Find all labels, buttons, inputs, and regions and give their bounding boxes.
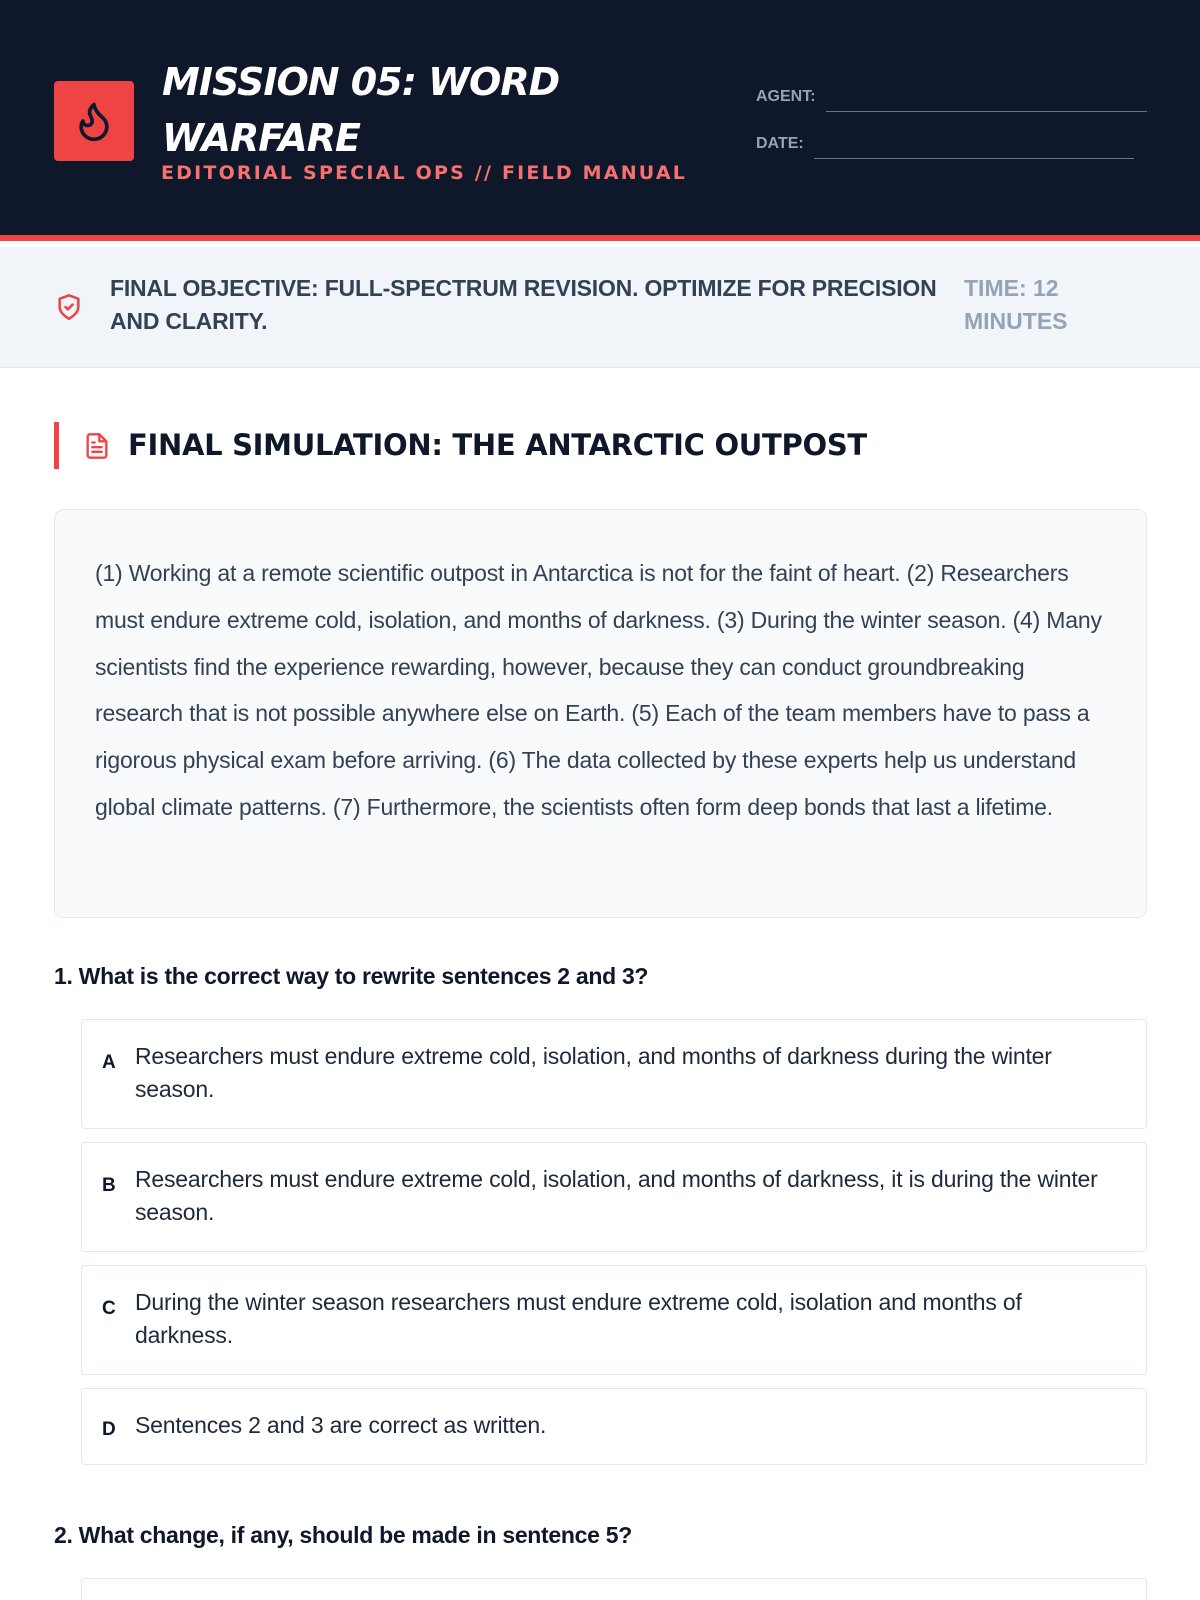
- document-icon: [83, 430, 111, 462]
- option-c[interactable]: [81, 1265, 1147, 1375]
- mission-logo: [54, 81, 134, 161]
- option-letter: A: [102, 1052, 116, 1073]
- question-2: 2. What change, if any, should be made in sentence 5?: [54, 1522, 632, 1548]
- shield-check-icon: [55, 293, 83, 321]
- agent-input-line[interactable]: [826, 111, 1147, 112]
- date-input-line[interactable]: [814, 158, 1134, 159]
- option-text: During the winter season researchers must endure extreme cold, isolation and months of darkness.: [135, 1289, 1022, 1348]
- section-title: FINAL SIMULATION: THE ANTARCTIC OUTPOST: [128, 428, 867, 462]
- option-a[interactable]: [81, 1578, 1147, 1600]
- option-letter: D: [102, 1419, 116, 1440]
- date-label: DATE:: [756, 135, 804, 152]
- mission-subtitle: EDITORIAL SPECIAL OPS // FIELD MANUAL: [161, 162, 688, 184]
- passage-text: (1) Working at a remote scientific outpost in Antarctica is not for the faint of heart. (2) Researchers must endure extreme cold, isolation, and months of darkness. (3) During the winter season. (4) Many scientists find the experience rewarding, however, because they can conduct groundbreaking research that is not possible anywhere else on Earth. (5) Each of the team members have to pass a rigorous physical exam before arriving. (6) The data collected by these experts help us understand global climate patterns. (7) Furthermore, the scientists often form deep bonds that last a lifetime.: [95, 560, 1102, 820]
- flame-icon: [72, 97, 116, 145]
- agent-label: AGENT:: [756, 88, 816, 105]
- option-letter: C: [102, 1298, 116, 1319]
- option-text: Researchers must endure extreme cold, isolation, and months of darkness, it is during the winter season.: [135, 1166, 1098, 1225]
- option-b[interactable]: [81, 1142, 1147, 1252]
- section-accent-bar: [54, 422, 59, 469]
- passage-box: [54, 509, 1147, 918]
- time-limit: TIME: 12 MINUTES: [964, 275, 1068, 334]
- objective-text: FINAL OBJECTIVE: FULL-SPECTRUM REVISION. OPTIMIZE FOR PRECISION AND CLARITY.: [110, 275, 937, 334]
- option-a[interactable]: [81, 1019, 1147, 1129]
- question-1: 1. What is the correct way to rewrite sentences 2 and 3?: [54, 963, 649, 989]
- option-d[interactable]: [81, 1388, 1147, 1465]
- option-text: Researchers must endure extreme cold, isolation, and months of darkness during the winter season.: [135, 1043, 1052, 1102]
- option-letter: B: [102, 1175, 116, 1196]
- option-text: Sentences 2 and 3 are correct as written.: [135, 1412, 547, 1438]
- mission-title: MISSION 05: WORD WARFARE: [162, 60, 560, 160]
